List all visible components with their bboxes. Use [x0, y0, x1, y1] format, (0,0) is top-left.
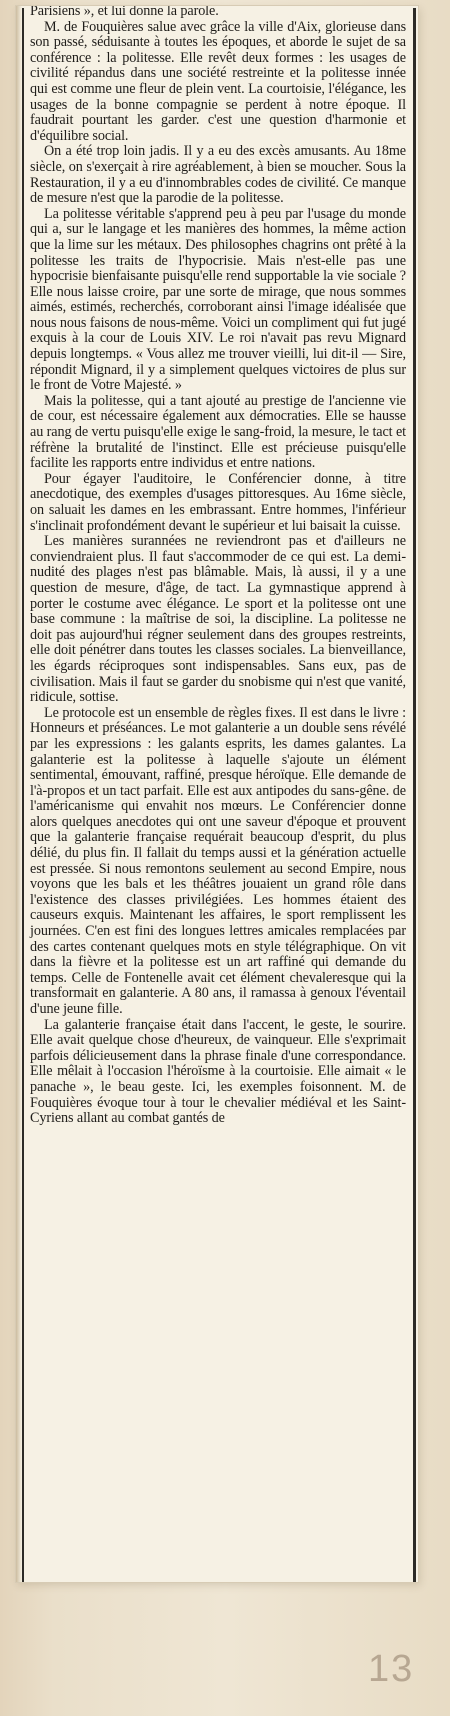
page-number: 13: [368, 1648, 415, 1690]
paragraph-8: Le protocole est un ensemble de règles fixes. Il est dans le livre : Honneurs et préséances. Le mot galanterie a un double sens révélé par les expressions : les galants esprits, les dames galantes. La galanterie est la politesse à laquelle s'ajoute un élément sentimental, émouvant, raffiné, presque héroïque. Elle demande de l'à-propos et un tact parfait. Elle est aux antipodes du sans-gêne. de l'américanisme qui envahit nos mœurs. Le Conférencier donne alors quelques anecdotes qui ont une saveur d'époque et prouvent que la galanterie française requérait beaucoup d'esprit, du plus délié, du plus fin. Il fallait du temps aussi et la génération actuelle est pressée. Si nous remontons seulement au second Empire, nous voyons que les bals et les théâtres jouaient un grand rôle dans l'existence des classes privilégiées. Les hommes étaient des causeurs exquis. Maintenant les affaires, le sport remplissent les journées. C'en est fini des longues lettres amicales remplacées par des cartes contenant quelques mots en style télégraphique. On vit dans la fièvre et la politesse est un art raffiné qui demande du temps. Celle de Fontenelle avait cet élément chevaleresque qui la transformait en galanterie. A 80 ans, il ramassa à genoux l'éventail d'une jeune fille.: [30, 704, 406, 1017]
paragraph-1: Parisiens », et lui donne la parole.: [30, 6, 219, 19]
column-rule-left: [22, 8, 24, 1582]
paragraph-4: La politesse véritable s'apprend peu à peu par l'usage du monde qui a, sur le langage et les manières des hommes, la même action que la lime sur les métaux. Des philosophes chagrins ont prêté à la politesse les traits de l'hypocrisie. Mais n'est-elle pas une hypocrisie bienfaisante puisqu'elle rend supportable la vie sociale ? Elle nous laisse croire, par une sorte de mirage, que nous sommes aimés, estimés, recherchés, corroborant ainsi l'image idéalisée que nous nous faisons de nous-même. Voici un compliment qui fut jugé exquis à la cour de Louis XIV. Le roi n'avait pas revu Mignard depuis longtemps. « Vous allez me trouver vieilli, lui dit-il — Sire, répondit Mignard, il y a simplement quelques victoires de plus sur le front de Votre Majesté. »: [30, 205, 406, 394]
paragraph-6: Pour égayer l'auditoire, le Conférencier donne, à titre anecdotique, des exemples d'usages pittoresques. Au 16me siècle, on saluait les dames en les embrassant. Entre hommes, l'inférieur s'inclinait profondément devant le supérieur et lui baisait la cuisse.: [30, 470, 406, 534]
column-rule-right: [413, 8, 416, 1582]
paragraph-9: La galanterie française était dans l'accent, le geste, le sourire. Elle avait quelque chose d'heureux, de vainqueur. Elle s'exprimait parfois délicieusement dans la phrase finale d'une correspondance. Elle mêlait à l'occasion l'héroïsme à la courtoisie. Elle aimait « le panache », le beau geste. Ici, les exemples foisonnent. M. de Fouquières évoque tour à tour le chevalier médiéval et les Saint-Cyriens allant au combat gantés de: [30, 1016, 406, 1127]
newspaper-clipping: [16, 6, 418, 1582]
paragraph-7: Les manières surannées ne reviendront pas et d'ailleurs ne conviendraient plus. Il faut s'accommoder de ce qui est. La demi-nudité des plages n'est pas blâmable. Mais, là aussi, il y a une question de mesure, d'âge, de tact. La gymnastique apprend à porter le costume avec élégance. Le sport et la politesse ont une base commune : la maîtrise de soi, la discipline. La politesse ne doit pas aujourd'hui régner seulement dans des groupes restreints, elle doit pénétrer dans toutes les classes sociales. La bienveillance, les égards réciproques sont indispensables. Sans eux, pas de civilisation. Mais il faut se garder du snobisme qui n'est que vanité, ridicule, sottise.: [30, 533, 406, 706]
article-column: [30, 6, 406, 1127]
paragraph-5: Mais la politesse, qui a tant ajouté au prestige de l'ancienne vie de cour, est nécessaire également aux démocraties. Elle se hausse au rang de vertu puisqu'elle exige le sang-froid, la mesure, le tact et réfrène la brutalité de l'instinct. Elle est précieuse puisqu'elle facilite les rapports entre individus et entre nations.: [30, 392, 407, 472]
paragraph-3: On a été trop loin jadis. Il y a eu des excès amusants. Au 18me siècle, on s'exerçait à rire agréablement, à bien se moucher. Sous la Restauration, il y a eu d'innombrables codes de civilité. Ce manque de mesure n'est que la parodie de la politesse.: [30, 143, 406, 207]
paragraph-2: M. de Fouquières salue avec grâce la ville d'Aix, glorieuse dans son passé, séduisante à toutes les époques, et aborde le sujet de sa conférence : la politesse. Elle revêt deux formes : les usages de civilité répandus dans une société restreinte et la politesse innée qui est comme une fleur de plein vent. La courtoisie, l'élégance, les usages de la bonne compagnie se perdent à notre époque. Il faudrait pourtant les garder. c'est une question d'harmonie et d'équilibre social.: [30, 18, 406, 144]
